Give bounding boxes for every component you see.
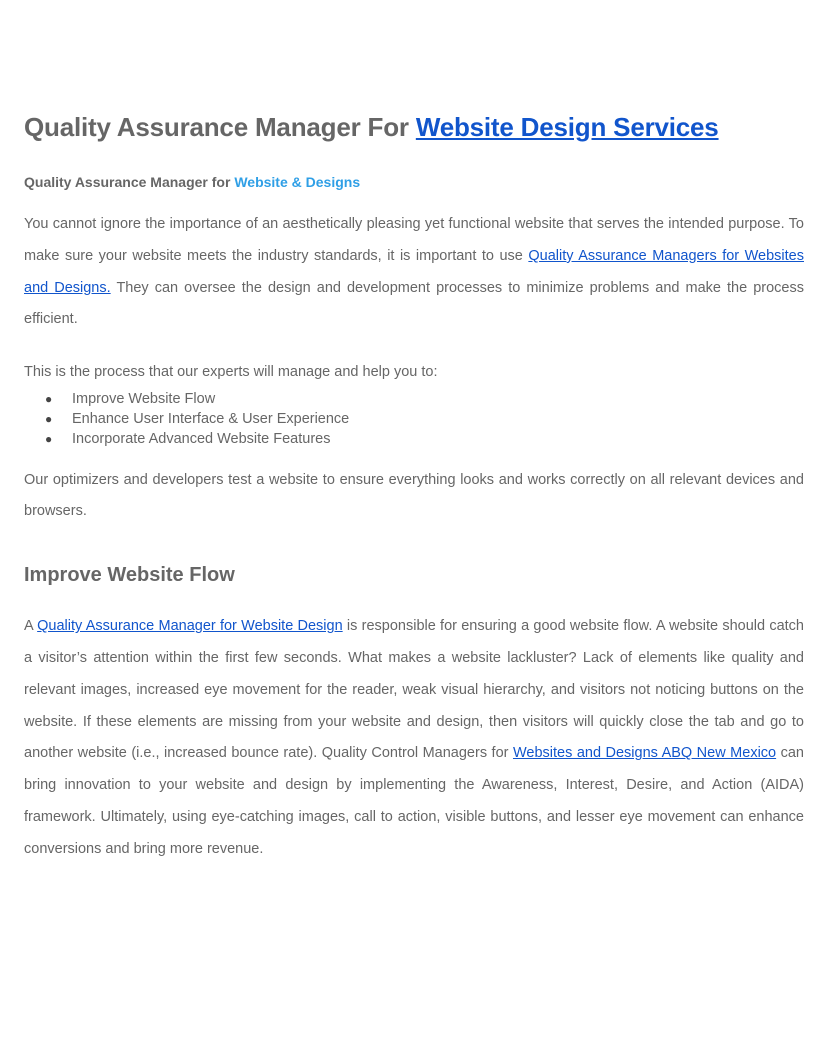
intro-text-2: They can oversee the design and development processes to minimize problems and make the process efficient.: [24, 279, 804, 328]
testing-paragraph: Our optimizers and developers test a website to ensure everything looks and works correctly on all relevant devices and browsers.: [24, 471, 804, 520]
link-qa-managers-websites-designs[interactable]: Quality Assurance Managers for Websites and Designs.: [24, 247, 804, 296]
flow-paragraph: [24, 611, 804, 865]
list-item: [24, 389, 804, 409]
list-item: [24, 409, 804, 429]
page-title: [24, 108, 804, 146]
document-page: [24, 108, 804, 866]
subtitle-accent: Website & Designs: [234, 174, 361, 190]
link-websites-designs-abq[interactable]: Websites and Designs ABQ New Mexico: [512, 745, 777, 762]
process-intro: This is the process that our experts will manage and help you to:: [24, 364, 438, 381]
process-list: [24, 389, 804, 450]
flow-text-2: is responsible for ensuring a good website flow. A website should catch a visitor’s attention within the first few seconds. What makes a website lackluster? Lack of elements like quality and relevant images, increased eye movement for the reader, weak visual hierarchy, and visitors not noticing buttons on the website. If these elements are missing from your website and design, then visitors will quickly close the tab and go to another website (i.e., increased bounce rate). Quality Control Managers for: [24, 618, 804, 762]
list-item-label: Incorporate Advanced Website Features: [72, 431, 331, 448]
link-qa-manager-website-design[interactable]: Quality Assurance Manager for Website Design: [37, 618, 343, 635]
subtitle-text: Quality Assurance Manager for: [24, 174, 235, 190]
intro-text-1: You cannot ignore the importance of an aesthetically pleasing yet functional website that serves the intended purpose. To make sure your website meets the industry standards, it is important to use: [24, 216, 804, 264]
bullet-icon: ●: [45, 432, 53, 447]
section-heading-improve-website-flow: Improve Website Flow: [24, 564, 235, 587]
bullet-icon: ●: [45, 391, 53, 406]
list-item-label: Improve Website Flow: [72, 390, 216, 407]
list-item: [24, 429, 804, 449]
subtitle: [24, 172, 804, 192]
title-link-website-design-services[interactable]: Website Design Services: [415, 112, 719, 142]
bullet-icon: ●: [45, 412, 53, 427]
intro-paragraph: [24, 209, 804, 336]
list-item-label: Enhance User Interface & User Experience: [72, 411, 350, 428]
page-title-text: Quality Assurance Manager For: [24, 112, 416, 142]
flow-text-1: A: [24, 618, 38, 635]
flow-text-3: can bring innovation to your website and design by implementing the Awareness, Interest, Desire, and Action (AIDA) framework. Ultimately, using eye-catching images, call to action, visible buttons, and lesser eye movement can enhance conversions and bring more revenue.: [24, 745, 804, 857]
